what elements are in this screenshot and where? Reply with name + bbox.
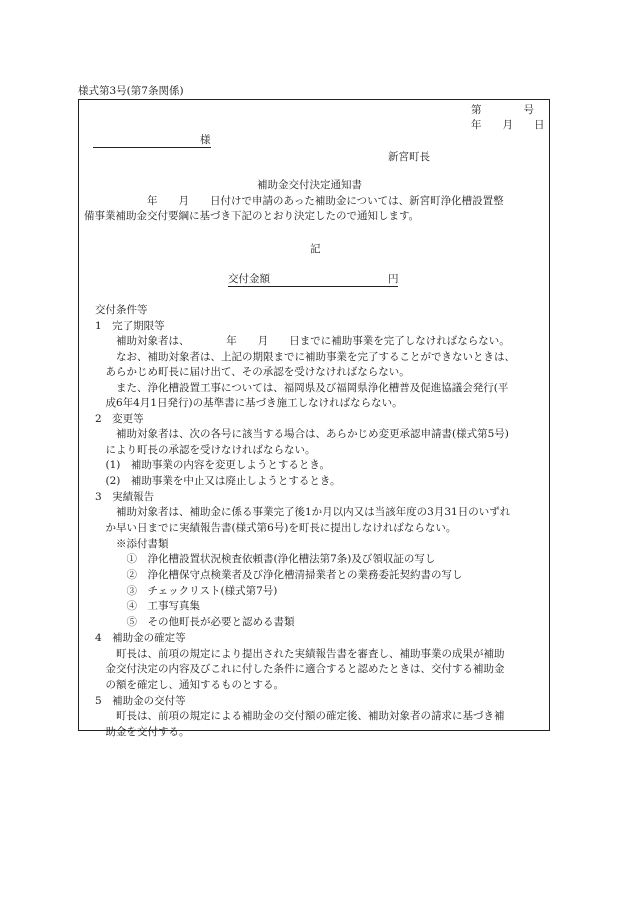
condition-line-22: 町長は、前項の規定により提出された実績報告書を審査し、補助事業の成果が補助 xyxy=(95,648,505,660)
form-label: 様式第3号(第7条関係) xyxy=(78,85,184,97)
conditions-heading: 交付条件等 xyxy=(95,304,148,316)
condition-line-8: 補助対象者は、次の各号に該当する場合は、あらかじめ変更承認申請書(様式第5号) xyxy=(95,428,509,440)
condition-line-16: ① 浄化槽設置状況検査依頼書(浄化槽法第7条)及び領収証の写し xyxy=(95,553,436,565)
recipient-honorific: 様 xyxy=(200,134,211,146)
condition-line-17: ② 浄化槽保守点検業者及び浄化槽清掃業者との業務委託契約書の写し xyxy=(95,569,463,581)
condition-line-15: ※添付書類 xyxy=(95,538,169,550)
condition-line-5: また、浄化槽設置工事については、福岡県及び福岡県浄化槽普及促進協議会発行(平 xyxy=(95,382,509,394)
condition-line-3: なお、補助対象者は、上記の期限までに補助事業を完了することができないときは、 xyxy=(95,351,515,363)
condition-line-13: 補助対象者は、補助金に係る事業完了後1か月以内又は当該年度の3月31日のいずれ xyxy=(95,506,511,518)
grant-amount-row xyxy=(228,272,399,287)
document-date: 年 月 日 xyxy=(471,119,545,131)
condition-line-27: 助金を交付する。 xyxy=(95,726,190,738)
grant-amount-unit: 円 xyxy=(388,273,399,285)
condition-line-26: 町長は、前項の規定による補助金の交付額の確定後、補助対象者の請求に基づき補 xyxy=(95,710,505,722)
condition-line-12: 3 実績報告 xyxy=(95,491,155,503)
condition-line-1: 1 完了期限等 xyxy=(95,320,165,332)
grant-amount-field xyxy=(228,272,398,287)
condition-line-11: (2) 補助事業を中止又は廃止しようとするとき。 xyxy=(95,475,341,487)
condition-line-23: 金交付決定の内容及びこれに付した条件に適合すると認めたときは、交付する補助金 xyxy=(95,663,505,675)
recipient-name-line xyxy=(93,133,211,148)
condition-line-2: 補助対象者は、 年 月 日までに補助事業を完了しなければならない。 xyxy=(95,335,510,347)
condition-line-4: あらかじめ町長に届け出て、その承認を受けなければならない。 xyxy=(95,366,410,378)
document-number: 第 号 xyxy=(471,104,534,116)
intro-line-2: 備事業補助金交付要綱に基づき下記のとおり決定したので通知します。 xyxy=(84,210,420,222)
condition-line-24: の額を確定し、通知するものとする。 xyxy=(95,679,284,691)
condition-line-20: ⑤ その他町長が必要と認める書類 xyxy=(95,616,295,628)
condition-line-18: ③ チェックリスト(様式第7号) xyxy=(95,585,278,597)
condition-line-7: 2 変更等 xyxy=(95,413,144,425)
condition-line-21: 4 補助金の確定等 xyxy=(95,632,186,644)
condition-line-14: か早い日までに実績報告書(様式第6号)を町長に提出しなければならない。 xyxy=(95,522,457,534)
issuer-name: 新宮町長 xyxy=(388,151,430,163)
intro-line-1: 年 月 日付けで申請のあった補助金については、新宮町浄化槽設置整 xyxy=(84,195,504,207)
condition-line-25: 5 補助金の交付等 xyxy=(95,695,186,707)
condition-line-6: 成6年4月1日発行)の基準書に基づき施工しなければならない。 xyxy=(95,397,403,409)
document-title: 補助金交付決定通知書 xyxy=(257,179,362,191)
condition-line-9: により町長の承認を受けなければならない。 xyxy=(95,444,316,456)
condition-line-19: ④ 工事写真集 xyxy=(95,600,200,612)
ki-heading: 記 xyxy=(310,243,321,255)
grant-amount-label: 交付金額 xyxy=(228,273,270,285)
condition-line-10: (1) 補助事業の内容を変更しようとするとき。 xyxy=(95,459,330,471)
